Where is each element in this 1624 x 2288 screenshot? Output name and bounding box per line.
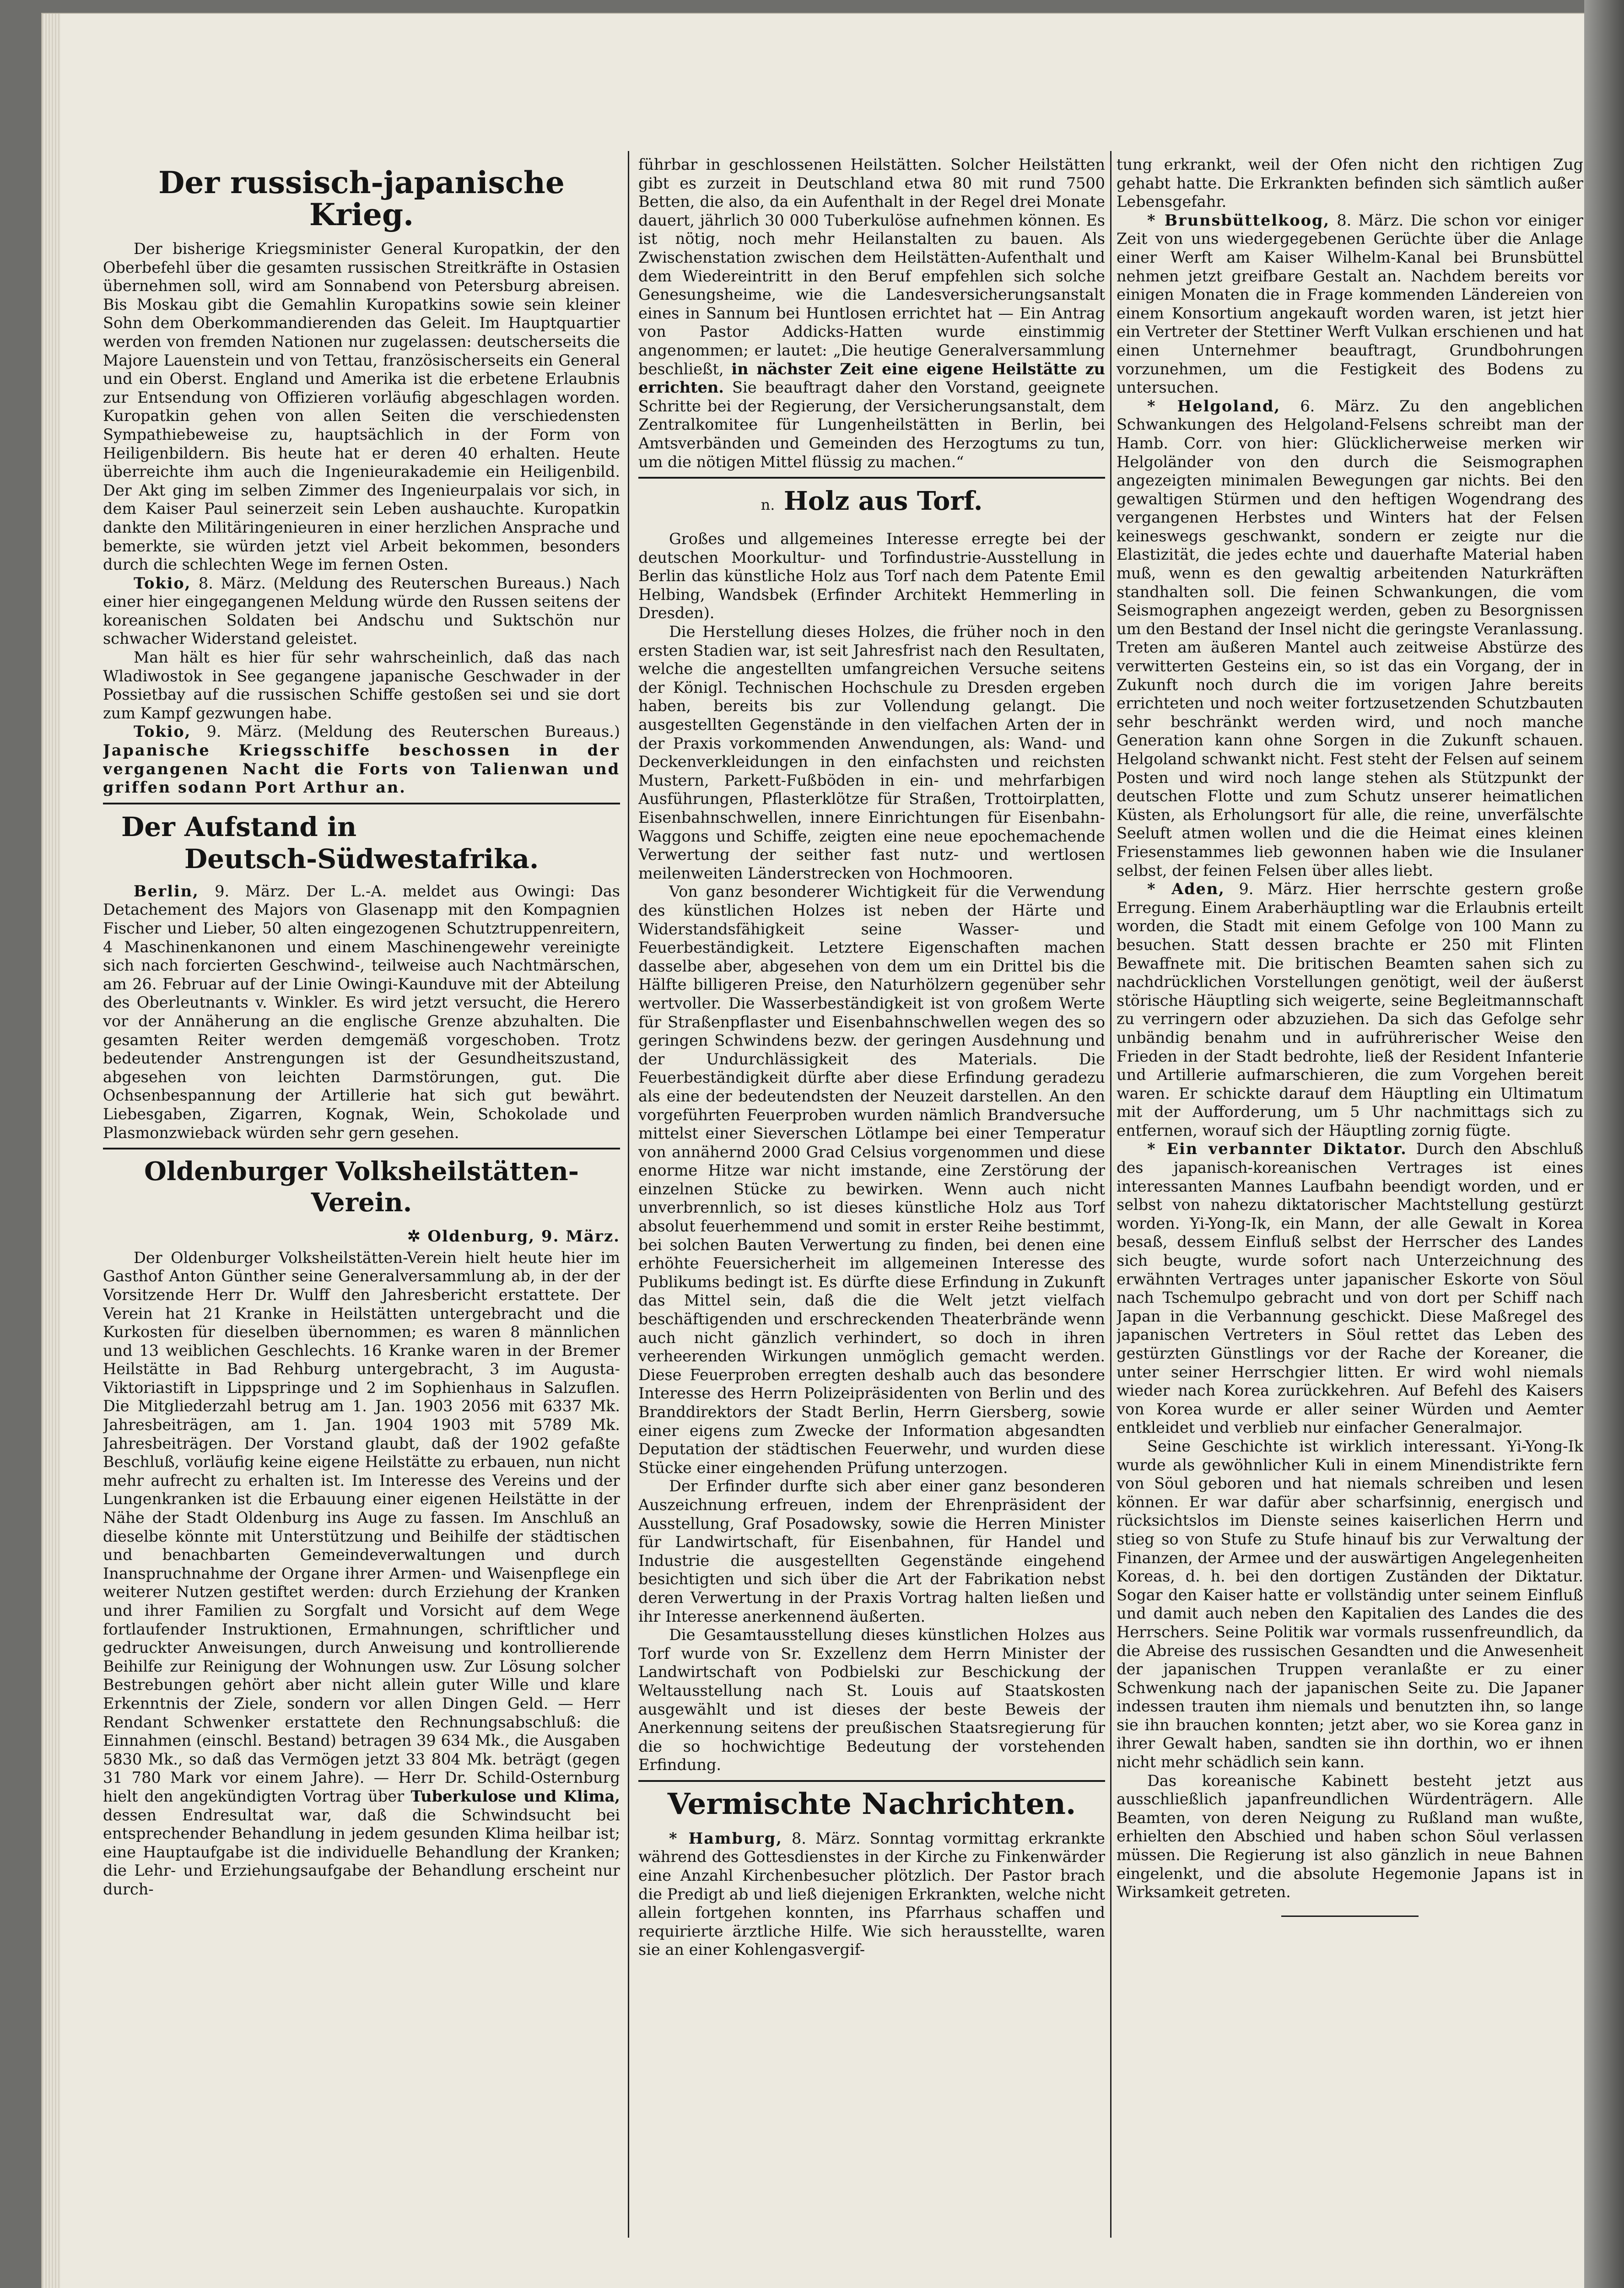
headline-uprising-line2: Deutsch-Südwestafrika. <box>184 843 539 874</box>
section-divider <box>638 477 1105 479</box>
author-mark: n. <box>761 496 775 514</box>
article-paragraph <box>103 1249 620 1899</box>
headline-miscellaneous-news: Vermischte Nachrichten. <box>667 1786 1076 1821</box>
article-text: 9. März. (Meldung des Reuterschen Bureaus.) <box>206 723 620 741</box>
article-paragraph: Die Gesamtausstellung dieses künstlichen Holzes aus Torf wurde von Sr. Exzellenz dem Herrn Minister der Landwirtschaft von Podbielski zur Beschickung der Weltausstellung nach St. Louis auf Staatskosten ausgewählt und ist dieses der beste Beweis der Anerkennung seitens der preußischen Staatsregierung für die so hochwichtige Bedeutung der vorstehenden Erfindung. <box>638 1626 1105 1774</box>
bold-text: Japanische Kriegsschiffe beschossen in der vergangenen Nacht die Forts von Talienwan und griffen sodann Port Arthur an. <box>103 741 620 797</box>
headline-russo-japanese-war: Der russisch-japanische Krieg. <box>158 165 565 232</box>
article-text: dessen Endresultat war, daß die Schwindsucht bei entsprechender Behandlung in jedem gesunden Klima heilbar ist; eine Hauptaufgabe ist die individuelle Behandlung der Kranken; die Lehr- und Erziehungsaufgabe der Behandlung erscheint nur durch- <box>103 1806 620 1898</box>
dateline: Tokio, <box>134 723 191 741</box>
article-paragraph <box>638 1829 1105 1959</box>
article-text: 8. März. (Meldung des Reuterschen Bureaus.) Nach einer hier eingegangenen Meldung würde den Russen seitens der koreanischen Soldaten bei Andschu und Suktschön nur schwacher Widerstand geleistet. <box>103 574 620 648</box>
column-right <box>1117 156 1583 2288</box>
article-paragraph: Der Erfinder durfte sich aber einer ganz besonderen Auszeichnung erfreuen, indem der Ehrenpräsident der Ausstellung, Graf Posadowsky, sowie die Herren Minister für Landwirtschaft, für Eisenbahnen, für Handel und Industrie die ausgestellten Gegenstände eingehend besichtigten und sich über die Art der Fabrikation nebst deren Verwertung in der Praxis Vortrag halten ließen und ihr Interesse anerkennend äußerten. <box>638 1477 1105 1625</box>
article-paragraph <box>1117 1140 1583 1437</box>
bold-text: in nächster Zeit eine eigene Heilstätte zu errichten. <box>638 360 1105 397</box>
article-paragraph: Man hält es hier für sehr wahrscheinlich, daß das nach Wladiwostok in See gegangene japanische Geschwader in der Possietbay auf die russischen Schiffe gestoßen sei und sie dort zum Kampf gezwungen habe. <box>103 648 620 722</box>
column-rule-right <box>1110 151 1111 2238</box>
article-paragraph: Großes und allgemeines Interesse erregte bei der deutschen Moorkultur- und Torfindustrie-Ausstellung in Berlin das künstliche Holz aus Torf nach dem Patente Emil Helbing, Wandsbek (Erfinder Architekt Hemmerling in Dresden). <box>638 530 1105 622</box>
article-paragraph: Das koreanische Kabinett besteht jetzt aus ausschließlich japanfreundlichen Würdenträgern. Alle Beamten, von deren Neigung zu Rußland man wußte, erhielten den Abschied und haben schon Söul verlassen müssen. Die Regierung ist also gänzlich in neue Bahnen eingelenkt, und die absolute Hegemonie Japans ist in Wirksamkeit getreten. <box>1117 1771 1583 1901</box>
dateline: * Aden, <box>1147 880 1225 898</box>
article-text: 9. März. Der L.-A. meldet aus Owingi: Das Detachement des Majors von Glasenapp mit den Kompagnien Fischer und Lieber, 50 alten eingezogenen Schutztruppenreitern, 4 Maschinenkanonen und einem Maschinengewehr vereinigte sich nach forcierten Geschwind-, teilweise auch Nachtmärschen, am 26. Februar auf der Linie Owingi-Kaunduve mit der Abteilung des Oberleutnants v. Winkler. Es wird jetzt versucht, die Herero vor der Annäherung an die englische Grenze abzuhalten. Die gesamten Reiter werden demgemäß vorgeschoben. Trotz bedeutender Anstrengungen ist der Gesundheitszustand, abgesehen von leichten Darmstörungen, gut. Die Ochsenbespannung der Artillerie hat sich gut bewährt. Liebesgaben, Zigarren, Kognak, Wein, Schokolade und Plasmonzwieback würden sehr gern gesehen. <box>103 882 620 1142</box>
dateline: Berlin, <box>134 882 199 900</box>
article-paragraph <box>103 723 620 797</box>
headline-oldenburg-association: Oldenburger Volksheilstätten-Verein. <box>144 1156 579 1218</box>
article-paragraph: Seine Geschichte ist wirklich interessant. Yi-Yong-Ik wurde als gewöhnlicher Kuli in einem Minendistrikte fern von Söul geboren und hat niemals schreiben und lesen können. Er war dafür aber scharfsinnig, energisch und rücksichtslos im Dienste seines kaiserlichen Herrn und stieg so von Stufe zu Stufe hinauf bis zur Verwaltung der Finanzen, der Armee und der auswärtigen Angelegenheiten Koreas, d. h. bei den dortigen Zuständen der Diktatur. Sogar den Kaiser hatte er vollständig unter seinem Einfluß und damit auch neben den Kapitalien des Landes die des Herrschers. Seine Politik war vormals russenfreundlich, da die Abreise des russischen Gesandten und die Anwesenheit der japanischen Truppen veranlaßte er zu einer Schwenkung nach der japanischen Seite zu. Die Japaner indessen trauten ihm niemals und benutzten ihn, so lange sie ihn brauchen konnten; jetzt aber, wo sie Korea ganz in ihrer Gewalt haben, sandten sie ihn dorthin, wo er ihnen nicht mehr schädlich sein kann. <box>1117 1437 1583 1771</box>
article-paragraph <box>1117 211 1583 397</box>
article-text: Sie beauftragt daher den Vorstand, geeignete Schritte bei der Regierung, der Versicherungsanstalt, dem Zentralkomitee für Lungenheilstätten in Berlin, bei Amtsverbänden und Gemeinden des Herzogtums zu tun, um die nötigen Mittel flüssig zu machen.“ <box>638 378 1105 471</box>
article-text: Der Oldenburger Volksheilstätten-Verein hielt heute hier im Gasthof Anton Günther seine Generalversammlung ab, in der der Vorsitzende Herr Dr. Wulff den Jahresbericht erstattete. Der Verein hat 21 Kranke in Heilstätten untergebracht und die Kurkosten für dieselben übernommen; es waren 8 männlichen und 13 weiblichen Geschlechts. 16 Kranke waren in der Bremer Heilstätte in Bad Rehburg untergebracht, 3 im Augusta-Viktoriastift in Lippspringe und 2 im Sophienhaus in Salzuflen. Die Mitgliederzahl betrug am 1. Jan. 1903 2056 mit 6337 Mk. Jahresbeiträgen, am 1. Jan. 1904 1903 mit 5789 Mk. Jahresbeiträgen. Der Vorstand glaubt, daß der 1902 gefaßte Beschluß, vorläufig keine eigene Heilstätte zu erbauen, nun nicht mehr aufrecht zu erhalten ist. Im Interesse des Vereins und der Lungenkranken ist die Erbauung einer eigenen Heilstätte in der Nähe der Stadt Oldenburg ins Auge zu fassen. Im Anschluß an dieselbe könnte mit Unterstützung und Beihilfe der städtischen und benachbarten Gemeindeverwaltungen und durch Inanspruchnahme der Organe ihrer Armen- und Waisenpflege ein weiterer Nutzen gestiftet werden: durch Erziehung der Kranken und ihrer Familien zu Sorgfalt und Vorsicht auf dem Wege fortlaufender Instruktionen, Ermahnungen, schriftlicher und gedruckter Anweisungen, durch Anweisung und kontrollierende Beihilfe zur Reinigung der Wohnungen usw. Zur Lösung solcher Bestrebungen gehört aber nicht allein guter Wille und klare Erkenntnis der Ziele, sondern vor allen Dingen Geld. — Herr Rendant Schwenker erstattete den Rechnungsabschluß: die Einnahmen (einschl. Bestand) betragen 39 634 Mk., die Ausgaben 5830 Mk., so daß das Vermögen jetzt 33 804 Mk. beträgt (gegen 31 780 Mark vor einem Jahre). — Herr Dr. Schild-Osternburg hielt den angekündigten Vortrag über <box>103 1248 620 1805</box>
column-rule-left <box>628 151 629 2238</box>
dateline: * Brunsbüttelkoog, <box>1147 211 1330 229</box>
article-paragraph: tung erkrankt, weil der Ofen nicht den richtigen Zug gehabt hatte. Die Erkrankten befinden sich sämtlich außer Lebensgefahr. <box>1117 156 1583 211</box>
article-text: Durch den Abschluß des japanisch-koreanischen Vertrages ist eines interessanten Mannes Laufbahn beendigt worden, und er selbst von nahezu diktatorischer Machtstellung gestürzt worden. Yi-Yong-Ik, ein Mann, der alle Gewalt in Korea besaß, dessem Einfluß selbst der Herrscher des Landes sich beugte, wurde sofort nach Unterzeichnung des erwähnten Vertrages unter japanischer Eskorte von Söul nach Tschemulpo gebracht und von dort per Schiff nach Japan in die Verbannung geschickt. Diese Maßregel des japanischen Vertreters in Söul rettet das Leben des gestürzten Günstlings vor der Rache der Koreaner, die unter seiner Herrschgier litten. Er wird wohl niemals wieder nach Korea zurückkehren. Auf Befehl des Kaisers von Korea wurde er aller seiner Würden und Aemter entkleidet und verblieb nur einfacher Generalmajor. <box>1117 1140 1583 1437</box>
column-middle <box>638 156 1105 2288</box>
article-paragraph <box>1117 397 1583 880</box>
article-paragraph: Die Herstellung dieses Holzes, die früher noch in den ersten Stadien war, ist seit Jahresfrist nach den Resultaten, welche die angestellten umfangreichen Versuche seitens der Königl. Technischen Hochschule zu Dresden ergeben haben, bereits bis zur Vollendung gelangt. Die ausgestellten Gegenstände in den vielfachen Arten der in der Praxis vorkommenden Anwendungen, als: Wand- und Deckenverkleidungen in den einfachsten und reichsten Mustern, Parkett-Fußböden in ein- und mehrfarbigen Ausführungen, Pflasterklötze für Straßen, Trottoirplatten, Eisenbahnschwellen, innere Einrichtungen für Eisenbahn-Waggons und Schiffe, zeigten eine neue epochemachende Verwertung der seither fast nutz- und wertlosen meilenweiten Länderstrecken von Hochmooren. <box>638 623 1105 882</box>
article-text: 8. März. Sonntag vormittag erkrankte während des Gottesdienstes in der Kirche zu Finkenwärder eine Anzahl Kirchenbesucher plötzlich. Der Pastor brach die Predigt ab und ließ diejenigen Erkrankten, welche nicht allein fortgehen konnten, ins Pfarrhaus schaffen und requirierte ärztliche Hilfe. Wie sich herausstellte, waren sie an einer Kohlengasvergif- <box>638 1829 1105 1959</box>
article-paragraph <box>103 882 620 1142</box>
section-divider <box>638 1780 1105 1782</box>
page-binding-edge <box>42 14 60 2288</box>
bold-text: Tuberkulose und Klima, <box>410 1787 620 1805</box>
scan-background-edge <box>1584 0 1624 2288</box>
dateline: * Hamburg, <box>669 1829 782 1847</box>
article-paragraph <box>103 574 620 648</box>
article-text: 9. März. Hier herrschte gestern große Erregung. Einem Araberhäuptling war die Erlaubnis erteilt worden, die Stadt mit einem Gefolge von 100 Mann zu besuchen. Statt dessen brachte er 250 mit Flinten Bewaffnete mit. Die britischen Beamten sahen sich zu nachdrücklichen Vorstellungen genötigt, weil der äußerst störische Häuptling sich weigerte, seine Begleitmannschaft zu verringern oder abzuziehen. Da sich das Gefolge sehr unbändig benahm und in aufrührerischer Weise den Frieden in der Stadt bedrohte, ließ der Resident Infanterie und Artillerie aufmarschieren, die zum Vorgehen bereit waren. Er schickte darauf dem Häuptling ein Ultimatum mit der Aufforderung, um 5 Uhr nachmittags sich zu entfernen, worauf sich der Häuptling zornig fügte. <box>1117 880 1583 1139</box>
article-paragraph: Der bisherige Kriegsminister General Kuropatkin, der den Oberbefehl über die gesamten russischen Streitkräfte in Ostasien übernehmen soll, wird am Sonnabend von Petersburg abreisen. Bis Moskau gibt die Gemahlin Kuropatkins sowie sein kleiner Sohn dem Oberkommandierenden das Geleit. Im Hauptquartier werden von fremden Nationen nur zugelassen: deutscherseits die Majore Lauenstein und von Tettau, französischerseits ein General und ein Oberst. England und Amerika ist die erbetene Erlaubnis zur Entsendung von Offizieren vorläufig abgeschlagen worden. Kuropatkin gehen von allen Seiten die verschiedensten Sympathiebeweise zu, hauptsächlich in der Form von Heiligenbildern. Bis heute hat er deren 40 erhalten. Heute überreichte ihm auch die Ingenieurakademie ein Heiligenbild. Der Akt ging im selben Zimmer des Ingenieurpalais vor sich, in dem Kaiser Paul seinerzeit sein Leben aushauchte. Kuropatkin dankte den Militäringenieuren in einer herzlichen Ansprache und bemerkte, sie würden jetzt viel Arbeit bekommen, besonders durch die schlechten Wege im fernen Osten. <box>103 240 620 574</box>
article-paragraph: Von ganz besonderer Wichtigkeit für die Verwendung des künstlichen Holzes ist neben der Härte und Widerstandsfähigkeit seine Wasser- und Feuerbeständigkeit. Letztere Eigenschaften machen dasselbe aber, abgesehen von dem um ein Drittel bis die Hälfte billigeren Preise, den Naturhölzern gegenüber sehr wertvoller. Die Wasserbeständigkeit ist von großem Werte für Straßenpflaster und Eisenbahnschwellen wegen des so geringen Schwindens bezw. der geringen Ausdehnung und der Undurchlässigkeit des Materials. Die Feuerbeständigkeit dürfte aber diese Erfindung geradezu als eine der bedeutendsten der Neuzeit darstellen. An den vorgeführten Feuerproben wurden nämlich Brandversuche mittelst einer Sieverschen Lötlampe bei einer Temperatur von annähernd 2000 Grad Celsius vorgenommen und diese enorme Hitze war nicht imstande, eine Zerstörung der einzelnen Stücke zu bewirken. Wenn auch nicht unverbrennlich, so ist dieses künstliche Holz aus Torf absolut feuerhemmend und somit in erster Reihe bestimmt, bei solchen Bauten Verwertung zu finden, bei denen eine erhöhte Feuersicherheit im allgemeinen Interesse des Publikums bedingt ist. Es dürfte diese Erfindung in Zukunft das Mittel sein, daß die die Welt jetzt vielfach beschäftigenden und erschreckenden Theaterbrände wenn auch nicht gänzlich verhindert, so doch in ihren verheerenden Wirkungen unmöglich gemacht werden. Diese Feuerproben erregten deshalb auch das besondere Interesse des Herrn Polizeipräsidenten von Berlin und des Branddirektors der Stadt Berlin, Herrn Giersberg, sowie einer eigens zum Zwecke der Information abgesandten Deputation der städtischen Feuerwehr, und wurden diese Stücke einer eingehenden Prüfung unterzogen. <box>638 883 1105 1477</box>
article-text: 8. März. Die schon vor einiger Zeit von uns wiedergegebenen Gerüchte über die Anlage einer Werft am Kaiser Wilhelm-Kanal bei Brunsbüttel nehmen jetzt greifbare Gestalt an. Nachdem bereits vor einigen Monaten die in Frage kommenden Ländereien von einem Konsortium angekauft worden waren, ist jetzt hier ein Vertreter der Stettiner Werft Vulkan erschienen und hat einen Unternehmer beauftragt, Grundbohrungen vorzunehmen, um die Festigkeit des Bodens zu untersuchen. <box>1117 211 1583 397</box>
column-left <box>103 160 620 2288</box>
headline-wood-from-peat <box>638 485 1105 521</box>
headline-text: Holz aus Torf. <box>783 486 983 517</box>
section-divider <box>103 803 620 804</box>
article-paragraph <box>638 156 1105 471</box>
article-text: führbar in geschlossenen Heilstätten. Solcher Heilstätten gibt es zurzeit in Deutschland etwa 80 mit rund 7500 Betten, die also, da ein Aufenthalt in der Regel drei Monate dauert, jährlich 30 000 Tuberkulöse aufnehmen können. Es ist nötig, noch mehr Heilanstalten zu bauen. Als Zwischenstation zwischen dem Heilstätten-Aufenthalt und dem Wiedereintritt in den Beruf empfehlen sich solche Genesungsheime, wie die Landesversicherungsanstalt eines in Sannum bei Huntlosen errichtet hat — Ein Antrag von Pastor Addicks-Hatten wurde einstimmig angenommen; er lautet: „Die heutige Generalversammlung beschließt, <box>638 156 1105 378</box>
article-text: 6. März. Zu den angeblichen Schwankungen des Helgoland-Felsens schreibt man der Hamb. Corr. von hier: Glücklicherweise merken wir Helgoländer von den durch die Seismographen angezeigten minimalen Bewegungen gar nichts. Bei den gewaltigen Stürmen und den heftigen Wogendrang des vergangenen Herbstes und Winters hat der Felsen keineswegs geschwankt, sondern er zeigte nur die Elastizität, die jedes echte und dauerhafte Material haben muß, wenn es den gewaltig arbeitenden Naturkräften standhalten soll. Die feinen Schwankungen, die vom Seismographen angezeigt werden, geben zu Besorgnissen um den Bestand der Insel nicht die geringste Veranlassung. Treten am äußeren Mantel auch zeitweise Abstürze des verwitterten Gesteins ein, so ist das ein Vorgang, der in Zukunft noch durch die im vorigen Jahre bereits errichteten und noch weiter fortzusetzenden Schutzbauten sehr beschränkt werden wird, und noch manche Generation kann ohne Sorgen in die Zukunft schauen. Helgoland schwankt nicht. Fest steht der Felsen auf seinem Posten und wird noch lange stehen als Stützpunkt der deutschen Flotte und zum Schutz unserer heimatlichen Küsten, als Erholungsort für alle, die reine, unverfälschte Seeluft atmen wollen und die die Heimat eines kleinen Friesenstammes lieb gewonnen haben wie die Insulaner selbst, der feinen Felsen über alles liebt. <box>1117 397 1583 880</box>
dateline: * Helgoland, <box>1147 397 1281 415</box>
dateline: Tokio, <box>134 574 191 592</box>
article-paragraph <box>1117 880 1583 1140</box>
dateline-oldenburg: ✲ Oldenburg, 9. März. <box>407 1227 620 1246</box>
headline-uprising-line1: Der Aufstand in <box>121 811 357 842</box>
end-rule <box>1281 1916 1419 1917</box>
dateline: * Ein verbannter Diktator. <box>1147 1140 1407 1158</box>
section-divider <box>103 1148 620 1149</box>
